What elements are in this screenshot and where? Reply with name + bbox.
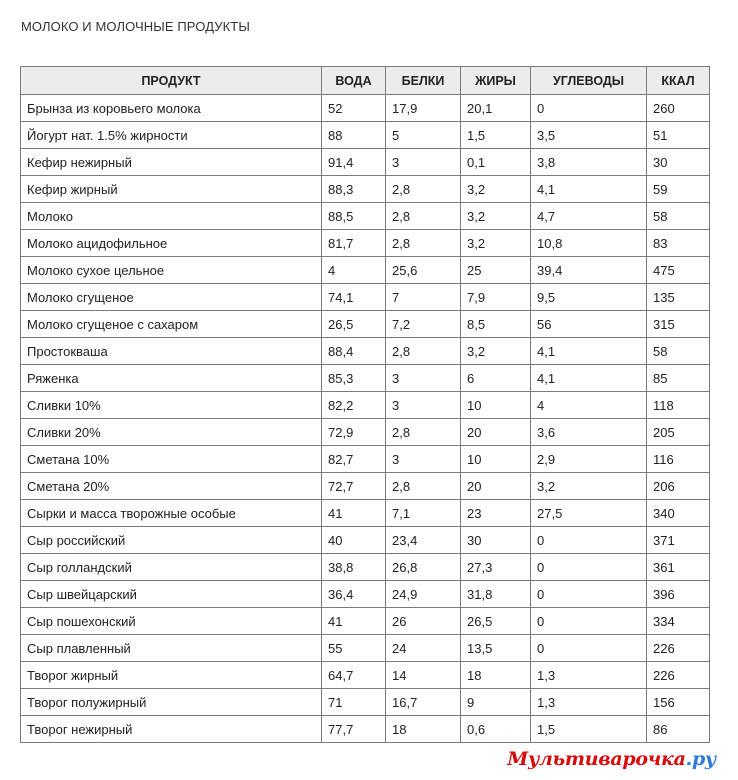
value-cell: 3,2 (461, 203, 531, 230)
value-cell: 83 (647, 230, 710, 257)
value-cell: 40 (322, 527, 386, 554)
value-cell: 58 (647, 338, 710, 365)
table-header-row (21, 67, 710, 95)
value-cell: 27,5 (531, 500, 647, 527)
value-cell: 30 (647, 149, 710, 176)
value-cell: 71 (322, 689, 386, 716)
table-row (21, 554, 710, 581)
value-cell: 9 (461, 689, 531, 716)
value-cell: 3,2 (461, 338, 531, 365)
product-name-cell: Молоко ацидофильное (21, 230, 322, 257)
site-logo-watermark (507, 748, 716, 770)
value-cell: 6 (461, 365, 531, 392)
product-name-cell: Молоко сгущеное с сахаром (21, 311, 322, 338)
value-cell: 371 (647, 527, 710, 554)
value-cell: 0 (531, 608, 647, 635)
value-cell: 0 (531, 554, 647, 581)
value-cell: 51 (647, 122, 710, 149)
table-row (21, 419, 710, 446)
value-cell: 10,8 (531, 230, 647, 257)
value-cell: 3 (386, 149, 461, 176)
value-cell: 2,8 (386, 203, 461, 230)
value-cell: 0,6 (461, 716, 531, 743)
product-name-cell: Творог нежирный (21, 716, 322, 743)
value-cell: 7,1 (386, 500, 461, 527)
value-cell: 52 (322, 95, 386, 122)
value-cell: 59 (647, 176, 710, 203)
product-name-cell: Творог жирный (21, 662, 322, 689)
product-name-cell: Кефир нежирный (21, 149, 322, 176)
value-cell: 5 (386, 122, 461, 149)
value-cell: 18 (461, 662, 531, 689)
table-row (21, 473, 710, 500)
product-name-cell: Сыр швейцарский (21, 581, 322, 608)
value-cell: 475 (647, 257, 710, 284)
value-cell: 340 (647, 500, 710, 527)
value-cell: 77,7 (322, 716, 386, 743)
value-cell: 4 (531, 392, 647, 419)
value-cell: 16,7 (386, 689, 461, 716)
value-cell: 85 (647, 365, 710, 392)
table-row (21, 122, 710, 149)
value-cell: 156 (647, 689, 710, 716)
value-cell: 10 (461, 392, 531, 419)
value-cell: 56 (531, 311, 647, 338)
page-title: МОЛОКО И МОЛОЧНЫЕ ПРОДУКТЫ (21, 19, 250, 34)
column-header: ВОДА (322, 67, 386, 95)
value-cell: 0 (531, 635, 647, 662)
product-name-cell: Сыр плавленный (21, 635, 322, 662)
value-cell: 41 (322, 608, 386, 635)
value-cell: 1,5 (531, 716, 647, 743)
product-name-cell: Сыр голландский (21, 554, 322, 581)
value-cell: 88,4 (322, 338, 386, 365)
value-cell: 26,5 (322, 311, 386, 338)
table-row (21, 527, 710, 554)
value-cell: 23 (461, 500, 531, 527)
value-cell: 4,1 (531, 176, 647, 203)
value-cell: 25,6 (386, 257, 461, 284)
value-cell: 1,5 (461, 122, 531, 149)
value-cell: 260 (647, 95, 710, 122)
value-cell: 24,9 (386, 581, 461, 608)
table-row (21, 230, 710, 257)
table-row (21, 365, 710, 392)
value-cell: 2,8 (386, 176, 461, 203)
value-cell: 9,5 (531, 284, 647, 311)
logo-tld: .ру (685, 748, 716, 770)
product-name-cell: Ряженка (21, 365, 322, 392)
column-header: УГЛЕВОДЫ (531, 67, 647, 95)
product-name-cell: Сливки 20% (21, 419, 322, 446)
value-cell: 20 (461, 473, 531, 500)
value-cell: 7 (386, 284, 461, 311)
value-cell: 20 (461, 419, 531, 446)
table-row (21, 581, 710, 608)
product-name-cell: Молоко (21, 203, 322, 230)
value-cell: 88,5 (322, 203, 386, 230)
value-cell: 0 (531, 527, 647, 554)
value-cell: 118 (647, 392, 710, 419)
table-row (21, 176, 710, 203)
value-cell: 2,8 (386, 419, 461, 446)
table-row (21, 149, 710, 176)
value-cell: 334 (647, 608, 710, 635)
product-name-cell: Сметана 20% (21, 473, 322, 500)
table-row (21, 608, 710, 635)
value-cell: 36,4 (322, 581, 386, 608)
value-cell: 3 (386, 446, 461, 473)
value-cell: 7,2 (386, 311, 461, 338)
value-cell: 20,1 (461, 95, 531, 122)
value-cell: 4,1 (531, 365, 647, 392)
value-cell: 38,8 (322, 554, 386, 581)
value-cell: 23,4 (386, 527, 461, 554)
value-cell: 81,7 (322, 230, 386, 257)
value-cell: 3 (386, 365, 461, 392)
value-cell: 205 (647, 419, 710, 446)
value-cell: 31,8 (461, 581, 531, 608)
product-name-cell: Молоко сгущеное (21, 284, 322, 311)
column-header: ЖИРЫ (461, 67, 531, 95)
value-cell: 2,8 (386, 230, 461, 257)
value-cell: 27,3 (461, 554, 531, 581)
value-cell: 26,5 (461, 608, 531, 635)
product-name-cell: Сметана 10% (21, 446, 322, 473)
value-cell: 13,5 (461, 635, 531, 662)
value-cell: 39,4 (531, 257, 647, 284)
product-name-cell: Молоко сухое цельное (21, 257, 322, 284)
column-header: ПРОДУКТ (21, 67, 322, 95)
value-cell: 3,2 (461, 176, 531, 203)
value-cell: 26 (386, 608, 461, 635)
column-header: ККАЛ (647, 67, 710, 95)
value-cell: 10 (461, 446, 531, 473)
table-row (21, 716, 710, 743)
product-name-cell: Сыр пошехонский (21, 608, 322, 635)
table-row (21, 446, 710, 473)
value-cell: 396 (647, 581, 710, 608)
value-cell: 3,6 (531, 419, 647, 446)
logo-name: Мультиварочка (507, 748, 686, 770)
value-cell: 26,8 (386, 554, 461, 581)
value-cell: 24 (386, 635, 461, 662)
product-name-cell: Творог полужирный (21, 689, 322, 716)
value-cell: 86 (647, 716, 710, 743)
table-row (21, 203, 710, 230)
value-cell: 3,8 (531, 149, 647, 176)
table-row (21, 662, 710, 689)
value-cell: 3,2 (531, 473, 647, 500)
table-row (21, 311, 710, 338)
value-cell: 2,8 (386, 473, 461, 500)
table-row (21, 635, 710, 662)
value-cell: 206 (647, 473, 710, 500)
value-cell: 116 (647, 446, 710, 473)
value-cell: 74,1 (322, 284, 386, 311)
value-cell: 4,1 (531, 338, 647, 365)
value-cell: 82,2 (322, 392, 386, 419)
value-cell: 3,5 (531, 122, 647, 149)
nutrition-table (20, 66, 710, 743)
value-cell: 2,9 (531, 446, 647, 473)
table-row (21, 95, 710, 122)
value-cell: 25 (461, 257, 531, 284)
value-cell: 361 (647, 554, 710, 581)
table-body (21, 95, 710, 743)
product-name-cell: Сливки 10% (21, 392, 322, 419)
value-cell: 8,5 (461, 311, 531, 338)
value-cell: 55 (322, 635, 386, 662)
value-cell: 72,7 (322, 473, 386, 500)
value-cell: 85,3 (322, 365, 386, 392)
table-row (21, 338, 710, 365)
value-cell: 2,8 (386, 338, 461, 365)
product-name-cell: Брынза из коровьего молока (21, 95, 322, 122)
value-cell: 3,2 (461, 230, 531, 257)
table-row (21, 392, 710, 419)
product-name-cell: Сыр российский (21, 527, 322, 554)
value-cell: 88 (322, 122, 386, 149)
table-row (21, 257, 710, 284)
value-cell: 4,7 (531, 203, 647, 230)
value-cell: 226 (647, 662, 710, 689)
value-cell: 1,3 (531, 662, 647, 689)
value-cell: 58 (647, 203, 710, 230)
value-cell: 0 (531, 581, 647, 608)
value-cell: 72,9 (322, 419, 386, 446)
value-cell: 0 (531, 95, 647, 122)
value-cell: 0,1 (461, 149, 531, 176)
value-cell: 18 (386, 716, 461, 743)
value-cell: 30 (461, 527, 531, 554)
value-cell: 82,7 (322, 446, 386, 473)
table-row (21, 500, 710, 527)
table-row (21, 284, 710, 311)
product-name-cell: Кефир жирный (21, 176, 322, 203)
value-cell: 14 (386, 662, 461, 689)
value-cell: 135 (647, 284, 710, 311)
value-cell: 3 (386, 392, 461, 419)
value-cell: 226 (647, 635, 710, 662)
value-cell: 41 (322, 500, 386, 527)
product-name-cell: Сырки и масса творожные особые (21, 500, 322, 527)
value-cell: 88,3 (322, 176, 386, 203)
table-row (21, 689, 710, 716)
value-cell: 64,7 (322, 662, 386, 689)
value-cell: 17,9 (386, 95, 461, 122)
value-cell: 7,9 (461, 284, 531, 311)
product-name-cell: Йогурт нат. 1.5% жирности (21, 122, 322, 149)
value-cell: 91,4 (322, 149, 386, 176)
column-header: БЕЛКИ (386, 67, 461, 95)
value-cell: 315 (647, 311, 710, 338)
product-name-cell: Простокваша (21, 338, 322, 365)
value-cell: 4 (322, 257, 386, 284)
value-cell: 1,3 (531, 689, 647, 716)
